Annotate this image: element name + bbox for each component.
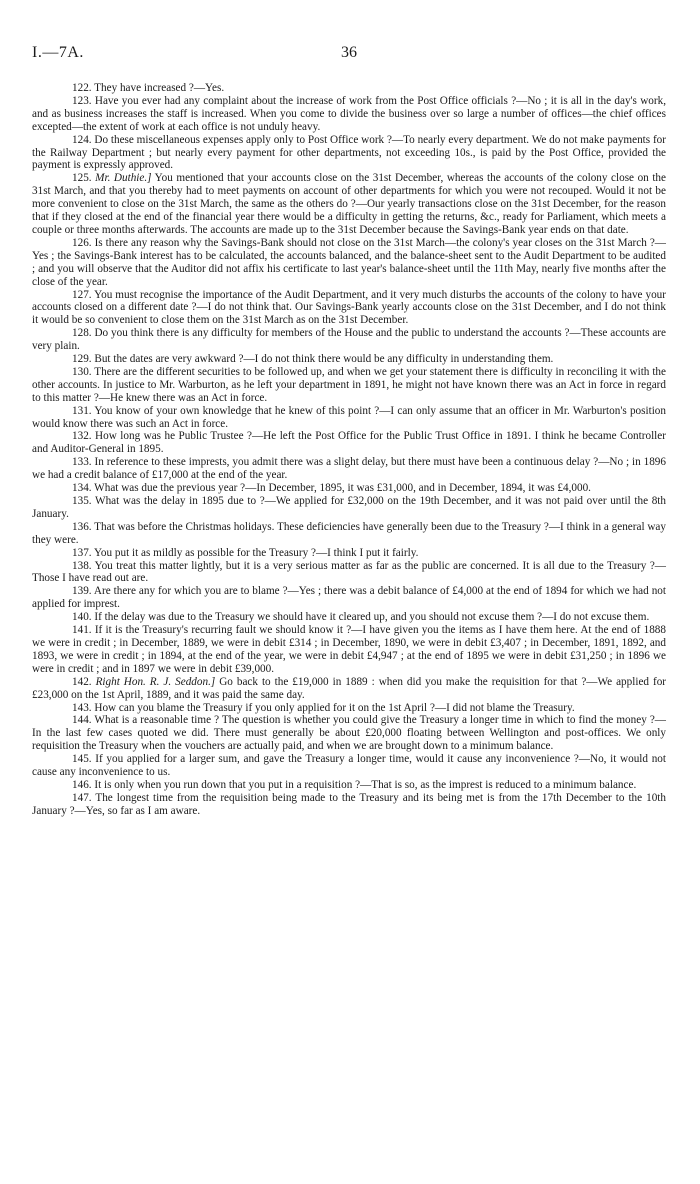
speaker-name: Mr. Duthie.] [95, 172, 152, 185]
question-paragraph: 144. What is a reasonable time ? The question is whether you could give the Treasury a longer time in which to find the money ?—In the last few cases quoted we did. There must generally be about £20,000 floating between Wellington and post-offices. We only requisition the Treasury when the vouchers are actually paid, and when we are brought down to a minimum balance. [32, 714, 666, 753]
question-paragraph: 123. Have you ever had any complaint about the increase of work from the Post Office officials ?—No ; it is all in the day's work, and as business increases the staff is increased. When you come to divide the business over so large a number of offices—the chief offices excepted—the extent of work at each office is not unduly heavy. [32, 94, 666, 133]
question-number: 125. [72, 172, 92, 185]
question-paragraph: 126. Is there any reason why the Savings-Bank should not close on the 31st March—the colony's year closes on the 31st March ?—Yes ; the Savings-Bank interest has to be calculated, the accounts balanced, and the balance-sheet sent to the Audit Department to be audited ; and you will observe that the Auditor did not affix his certificate to last year's balance-sheet until the 11th May, nearly five months after the close of the year. [32, 236, 666, 288]
question-paragraph [32, 676, 666, 702]
question-paragraph: 128. Do you think there is any difficulty for members of the House and the public to understand the accounts ?—These accounts are very plain. [32, 327, 666, 353]
question-number: 142. [72, 675, 92, 688]
question-paragraph: 135. What was the delay in 1895 due to ?—We applied for £32,000 on the 19th December, and it was not paid over until the 8th January. [32, 495, 666, 520]
question-paragraph: 134. What was due the previous year ?—In December, 1895, it was £31,000, and in December, 1894, it was £4,000. [72, 482, 591, 495]
question-paragraph: 122. They have increased ?—Yes. [72, 82, 225, 94]
question-paragraph: 127. You must recognise the importance of the Audit Department, and it very much disturbs the accounts of the colony to have your accounts closed on a different date ?—I do not think that. Our Savings-Bank yearly accounts close on the 31st December, and I do not think it would be so convenient to close them on the 31st March as on the 31st December. [32, 288, 666, 327]
question-paragraph: 124. Do these miscellaneous expenses apply only to Post Office work ?—To nearly every department. We do not make payments for the Railway Department ; but nearly every payment for other departments, not exceeding 10s., is paid by the Post Office, provided the payment is expressly approved. [32, 133, 666, 172]
transcript-body [32, 82, 666, 818]
question-paragraph: 146. It is only when you run down that you put in a requisition ?—That is so, as the imprest is reduced to a minimum balance. [72, 778, 637, 791]
question-paragraph: 143. How can you blame the Treasury if you only applied for it on the 1st April ?—I did not blame the Treasury. [72, 701, 575, 714]
question-paragraph: 131. You know of your own knowledge that he knew of this point ?—I can only assume that an officer in Mr. Warburton's position would know there was such an Act in force. [32, 404, 666, 430]
page-number: 36 [341, 44, 357, 61]
question-paragraph: 145. If you applied for a larger sum, and gave the Treasury a longer time, would it cause any inconvenience ?—No, it would not cause any inconvenience to us. [32, 753, 666, 779]
question-paragraph [32, 172, 666, 237]
question-paragraph: 129. But the dates are very awkward ?—I do not think there would be any difficulty in understanding them. [72, 353, 554, 366]
question-paragraph: 132. How long was he Public Trustee ?—He left the Post Office for the Public Trust Office in 1891. I think he became Controller and Auditor-General in 1895. [32, 430, 666, 456]
question-paragraph: 136. That was before the Christmas holidays. These deficiencies have generally been due to the Treasury ?—I think in a general way they were. [32, 520, 666, 546]
question-paragraph: 138. You treat this matter lightly, but it is a very serious matter as far as the public are concerned. It is all due to the Treasury ?—Those I have read out are. [32, 559, 666, 585]
document-reference: I.—7A. [32, 44, 84, 61]
paragraph-text: You mentioned that your accounts close on the 31st December, whereas the accounts of the colony close on the 31st March, and that you thereby had to meet payments on account of other departments for which you were not recouped. Would it not be more convenient to close on the 31st March, the same as the others do ?—Our yearly transactions close on the 31st December, for the reason that if they closed at the end of the financial year there would be a difficulty in getting the returns, &c., ready for Parliament, which meets a couple or three months afterwards. The accounts are made up to the 31st December because the Savings-Bank year ends on that date. [32, 172, 666, 236]
question-paragraph: 130. There are the different securities to be followed up, and when we get your statement there is difficulty in reconciling it with the other accounts. In justice to Mr. Warburton, as he left your department in 1891, he might not have known there was an Act in force in regard to this matter ?—He knew there was an Act in force. [32, 365, 666, 404]
page-header [32, 44, 666, 72]
question-paragraph: 141. If it is the Treasury's recurring fault we should know it ?—I have given you the items as I have them here. At the end of 1888 we were in credit ; in December, 1889, we were in debit £314 ; in December, 1890, we were in debit £3,407 ; in December, 1891, 1892, and 1893, we were in credit ; in 1894, at the end of the year, we were in debit £4,947 ; at the end of 1895 we were in debit £31,250 ; in 1896 we were in credit ; and in 1897 we were in debit £39,000. [32, 624, 666, 675]
speaker-name: Right Hon. R. J. Seddon.] [95, 675, 216, 688]
question-paragraph: 133. In reference to these imprests, you admit there was a slight delay, but there must have been a continuous delay ?—No ; in 1896 we had a credit balance of £17,000 at the end of the year. [32, 456, 666, 482]
question-paragraph: 137. You put it as mildly as possible for the Treasury ?—I think I put it fairly. [72, 546, 419, 559]
question-paragraph: 140. If the delay was due to the Treasury we should have it cleared up, and you should not excuse them ?—I do not excuse them. [72, 611, 650, 624]
question-paragraph: 147. The longest time from the requisition being made to the Treasury and its being met is from the 17th December to the 10th January ?—Yes, so far as I am aware. [32, 791, 666, 817]
paragraph-text: Go back to the £19,000 in 1889 : when did you make the requisition for that ?—We applied for £23,000 on the 1st April, 1889, and it was paid the same day. [32, 675, 667, 701]
question-paragraph: 139. Are there any for which you are to blame ?—Yes ; there was a debit balance of £4,000 at the end of 1894 for which we had not applied for imprest. [32, 585, 666, 611]
